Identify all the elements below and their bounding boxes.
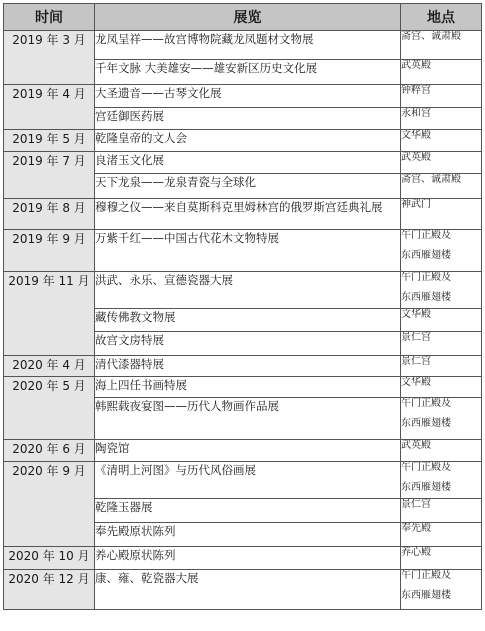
table-row [4,85,482,108]
exhibition-cell: 良渚玉文化展 [95,152,401,174]
location-line: 养心殿 [401,547,431,558]
location-cell [401,130,482,152]
date-cell: 2020 年 10 月 [4,547,95,570]
location-cell [401,108,482,130]
exhibition-cell: 千年文脉 大美雄安——雄安新区历史文化展 [95,60,401,85]
date-cell: 2020 年 6 月 [4,440,95,462]
table-row [4,440,482,462]
header-location: 地点 [401,4,482,31]
date-cell: 2020 年 12 月 [4,570,95,610]
date-cell: 2019 年 7 月 [4,152,95,199]
location-cell [401,85,482,108]
table-row [4,570,482,610]
exhibition-cell: 《清明上河图》与历代风俗画展 [95,462,401,499]
table-row [4,356,482,377]
location-line: 午门正殿及 [401,570,451,581]
location-cell [401,199,482,230]
table-row [4,547,482,570]
table-row [4,199,482,230]
exhibition-cell: 万紫千红——中国古代花木文物特展 [95,230,401,272]
location-line: 午门正殿及 [401,398,451,409]
location-line: 东西雁翅楼 [401,250,451,261]
exhibition-cell: 洪武、永乐、宣德瓷器大展 [95,272,401,309]
location-line: 东西雁翅楼 [401,292,451,303]
location-line: 景仁宫 [401,356,431,367]
table-row [4,377,482,398]
date-cell: 2020 年 5 月 [4,377,95,440]
location-cell [401,499,482,523]
exhibition-cell: 康、雍、乾瓷器大展 [95,570,401,610]
exhibition-cell: 故宫文房特展 [95,332,401,356]
date-cell: 2020 年 4 月 [4,356,95,377]
location-line: 斋宫、诚肃殿 [401,174,461,185]
table-row [4,272,482,309]
location-line: 神武门 [401,199,431,210]
location-cell [401,31,482,60]
exhibition-cell: 陶瓷馆 [95,440,401,462]
table-row [4,31,482,60]
exhibition-cell: 大圣遗音——古琴文化展 [95,85,401,108]
date-cell: 2019 年 9 月 [4,230,95,272]
date-cell: 2019 年 8 月 [4,199,95,230]
location-line: 文华殿 [401,130,431,141]
exhibition-cell: 藏传佛教文物展 [95,309,401,332]
location-line: 奉先殿 [401,523,431,534]
location-line: 武英殿 [401,60,431,71]
exhibition-cell: 养心殿原状陈列 [95,547,401,570]
table-row [4,462,482,499]
exhibition-cell: 韩熙载夜宴图——历代人物画作品展 [95,398,401,440]
table-row [4,130,482,152]
location-cell [401,332,482,356]
exhibition-cell: 穆穆之仪——来自莫斯科克里姆林宫的俄罗斯宫廷典礼展 [95,199,401,230]
table-row [4,152,482,174]
location-cell [401,174,482,199]
location-cell [401,570,482,610]
location-cell [401,152,482,174]
exhibition-cell: 天下龙泉——龙泉青瓷与全球化 [95,174,401,199]
location-line: 东西雁翅楼 [401,482,451,493]
location-cell [401,377,482,398]
location-cell [401,272,482,309]
location-cell [401,60,482,85]
exhibition-cell: 海上四任书画特展 [95,377,401,398]
location-line: 东西雁翅楼 [401,418,451,429]
location-line: 文华殿 [401,309,431,320]
location-cell [401,398,482,440]
exhibition-cell: 奉先殿原状陈列 [95,523,401,547]
location-line: 午门正殿及 [401,462,451,473]
location-line: 武英殿 [401,152,431,163]
exhibition-cell: 乾隆玉器展 [95,499,401,523]
location-cell [401,309,482,332]
exhibition-cell: 清代漆器特展 [95,356,401,377]
date-cell: 2019 年 3 月 [4,31,95,85]
date-cell: 2019 年 11 月 [4,272,95,356]
location-cell [401,547,482,570]
location-line: 永和宫 [401,108,431,119]
location-cell [401,462,482,499]
location-line: 午门正殿及 [401,272,451,283]
location-cell [401,356,482,377]
location-line: 景仁宫 [401,499,431,510]
location-cell [401,230,482,272]
date-cell: 2019 年 5 月 [4,130,95,152]
exhibition-cell: 宫廷御医药展 [95,108,401,130]
location-line: 斋宫、诚肃殿 [401,31,461,42]
location-line: 午门正殿及 [401,230,451,241]
table-row [4,230,482,272]
location-line: 钟粹宫 [401,85,431,96]
header-row [4,4,482,31]
exhibition-cell: 龙凤呈祥——故宫博物院藏龙凤题材文物展 [95,31,401,60]
location-line: 东西雁翅楼 [401,590,451,601]
exhibition-cell: 乾隆皇帝的文人会 [95,130,401,152]
location-cell [401,440,482,462]
header-exhibition: 展览 [95,4,401,31]
exhibition-schedule-table [3,3,482,610]
date-cell: 2020 年 9 月 [4,462,95,547]
table-body [4,31,482,610]
header-date: 时间 [4,4,95,31]
location-cell [401,523,482,547]
date-cell: 2019 年 4 月 [4,85,95,130]
location-line: 文华殿 [401,377,431,388]
location-line: 武英殿 [401,440,431,451]
location-line: 景仁宫 [401,332,431,343]
